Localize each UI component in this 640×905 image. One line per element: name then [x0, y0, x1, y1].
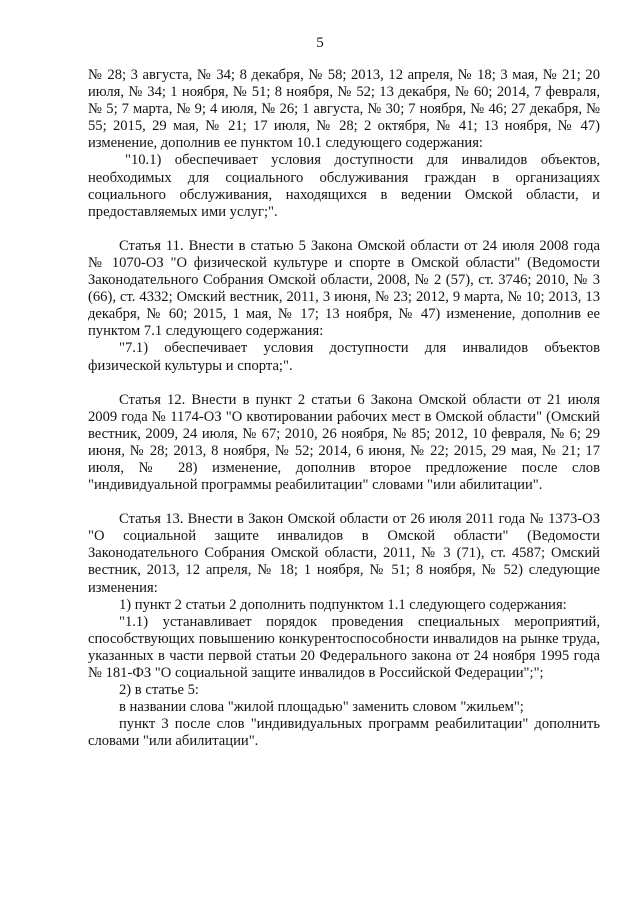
paragraph-article-13-item-2-b: пункт 3 после слов "индивидуальных программ реабилитации" дополнить словами "или абилитации".: [88, 716, 600, 750]
paragraph-article-13: Статья 13. Внести в Закон Омской области от 26 июля 2011 года № 1373-ОЗ "О социальной защите инвалидов в Омской области" (Ведомости Законодательного Собрания Омской области, 2011, № 3 (71), ст. 4587; Омский вестник, 2013, 12 апреля, № 18; 1 ноября, № 51; 8 ноября, № 52) следующие изменения:: [88, 511, 600, 596]
page-number: 5: [316, 35, 324, 51]
paragraph-article-10-continuation: № 28; 3 августа, № 34; 8 декабря, № 58; 2013, 12 апреля, № 18; 3 мая, № 21; 20 июля, № 34; 1 ноября, № 51; 8 ноября, № 52; 13 декабря, № 60; 2014, 7 февраля, № 5; 7 марта, № 9; 4 июля, № 26; 1 августа, № 30; 7 ноября, № 46; 27 декабря, № 55; 2015, 29 мая, № 21; 17 июля, № 28; 2 октября, № 41; 13 ноября, № 47) изменение, дополнив ее пунктом 10.1 следующего содержания:: [88, 67, 600, 152]
paragraph-article-13-item-2-a: в названии слова "жилой площадью" заменить словом "жильем";: [119, 699, 524, 716]
paragraph-article-13-item-2: 2) в статье 5:: [119, 682, 199, 699]
paragraph-article-13-item-1: 1) пункт 2 статьи 2 дополнить подпунктом 1.1 следующего содержания:: [119, 596, 567, 613]
paragraph-article-11: Статья 11. Внести в статью 5 Закона Омской области от 24 июля 2008 года № 1070-ОЗ "О физической культуре и спорте в Омской области" (Ведомости Законодательного Собрания Омской области, 2008, № 2 (57), ст. 3746; 2010, № 3 (66), ст. 4332; Омский вестник, 2011, 3 июня, № 23; 2012, 9 марта, № 10; 2013, 13 декабря, № 60; 2015, 1 мая, № 17; 13 ноября, № 47) изменение, дополнив ее пунктом 7.1 следующего содержания:: [88, 237, 600, 340]
document-body: [88, 67, 600, 750]
paragraph-article-13-item-1-quote: "1.1) устанавливает порядок проведения специальных мероприятий, способствующих повышению конкурентоспособности инвалидов на рынке труда, указанных в части первой статьи 20 Федерального закона от 24 ноября 1995 года № 181-ФЗ "О социальной защите инвалидов в Российской Федерации";";: [88, 613, 600, 681]
paragraph-article-12: Статья 12. Внести в пункт 2 статьи 6 Закона Омской области от 21 июля 2009 года № 1174-ОЗ "О квотировании рабочих мест в Омской области" (Омский вестник, 2009, 24 июля, № 67; 2010, 26 ноября, № 85; 2012, 10 февраля, № 6; 29 июня, № 28; 2013, 8 ноября, № 52; 2014, 6 июня, № 22; 2015, 29 мая, № 21; 17 июля, № 28) изменение, дополнив второе предложение после слов "индивидуальной программы реабилитации" словами "или абилитации".: [88, 391, 600, 494]
paragraph-article-11-quote: "7.1) обеспечивает условия доступности для инвалидов объектов физической культуры и спорта;".: [88, 340, 600, 374]
paragraph-article-10-quote: "10.1) обеспечивает условия доступности для инвалидов объектов, необходимых для социального обслуживания граждан в организациях социального обслуживания, находящихся в ведении Омской области, и предоставляемых ими услуг;".: [88, 152, 600, 220]
